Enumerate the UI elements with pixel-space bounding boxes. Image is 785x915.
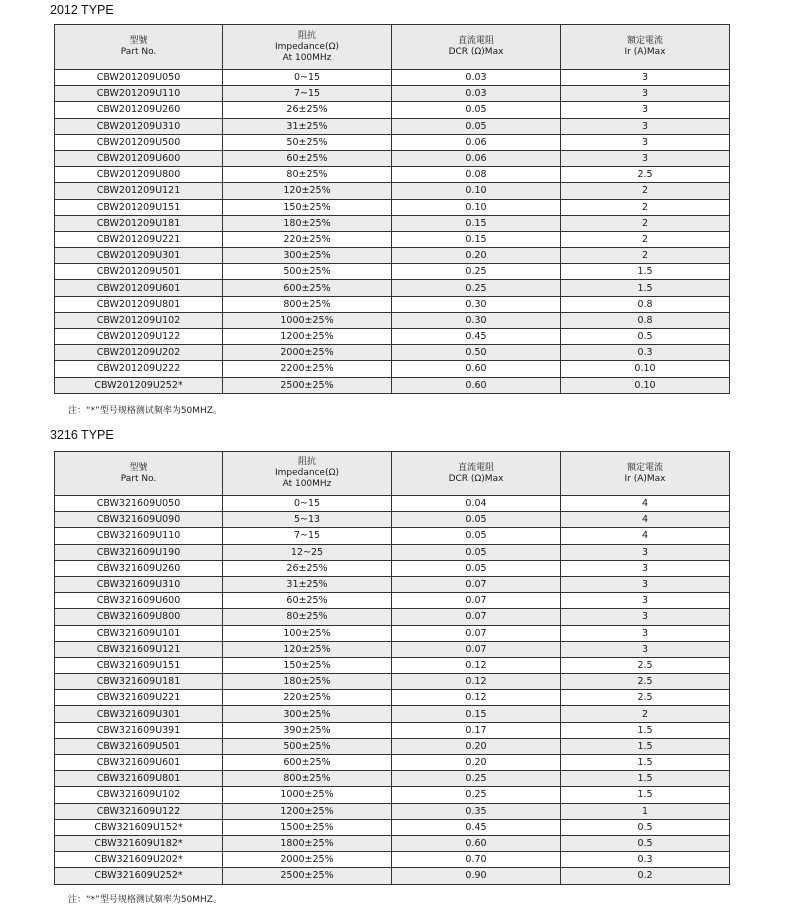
cell-rated-current: 3 <box>561 576 730 592</box>
cell-rated-current: 0.5 <box>561 835 730 851</box>
table-row <box>55 738 730 754</box>
cell-part-number: CBW201209U151 <box>55 199 223 215</box>
column-header-part-number <box>55 452 223 496</box>
cell-impedance: 150±25% <box>223 199 392 215</box>
footnote-2012: 注：“*”型号规格测试频率为50MHZ。 <box>68 406 222 416</box>
cell-dcr: 0.20 <box>392 755 561 771</box>
cell-dcr: 0.50 <box>392 345 561 361</box>
cell-part-number: CBW201209U222 <box>55 361 223 377</box>
cell-dcr: 0.05 <box>392 102 561 118</box>
section-title-3216: 3216 TYPE <box>50 428 114 442</box>
column-header-line: DCR (Ω)Max <box>448 47 504 57</box>
table-row <box>55 361 730 377</box>
cell-part-number: CBW201209U110 <box>55 86 223 102</box>
column-header-line: 阻抗 <box>297 30 316 41</box>
cell-rated-current: 0.5 <box>561 329 730 345</box>
cell-part-number: CBW201209U601 <box>55 280 223 296</box>
cell-part-number: CBW321609U391 <box>55 722 223 738</box>
cell-rated-current: 3 <box>561 118 730 134</box>
table-row <box>55 150 730 166</box>
column-header-rated-current <box>561 25 730 70</box>
cell-dcr: 0.05 <box>392 512 561 528</box>
table-row <box>55 183 730 199</box>
cell-part-number: CBW321609U190 <box>55 544 223 560</box>
cell-part-number: CBW321609U601 <box>55 755 223 771</box>
cell-dcr: 0.12 <box>392 690 561 706</box>
spec-table-2012 <box>54 24 730 394</box>
cell-impedance: 180±25% <box>223 674 392 690</box>
cell-dcr: 0.45 <box>392 819 561 835</box>
table-row <box>55 528 730 544</box>
cell-part-number: CBW321609U252* <box>55 868 223 884</box>
cell-part-number: CBW201209U252* <box>55 377 223 393</box>
column-header-line: Impedance(Ω) <box>275 468 339 478</box>
cell-dcr: 0.25 <box>392 264 561 280</box>
cell-dcr: 0.15 <box>392 706 561 722</box>
cell-part-number: CBW201209U121 <box>55 183 223 199</box>
cell-rated-current: 4 <box>561 512 730 528</box>
cell-impedance: 220±25% <box>223 231 392 247</box>
column-header-line: Part No. <box>120 473 157 484</box>
cell-impedance: 26±25% <box>223 102 392 118</box>
cell-part-number: CBW321609U122 <box>55 803 223 819</box>
cell-impedance: 60±25% <box>223 593 392 609</box>
cell-impedance: 7~15 <box>223 528 392 544</box>
cell-rated-current: 3 <box>561 593 730 609</box>
footnote-3216: 注：“*”型号规格测试频率为50MHZ。 <box>68 895 222 905</box>
cell-part-number: CBW321609U202* <box>55 852 223 868</box>
cell-impedance: 31±25% <box>223 118 392 134</box>
table-row <box>55 377 730 393</box>
cell-impedance: 600±25% <box>223 280 392 296</box>
cell-dcr: 0.12 <box>392 657 561 673</box>
table-row <box>55 496 730 512</box>
column-header-impedance <box>223 25 392 70</box>
cell-part-number: CBW201209U181 <box>55 215 223 231</box>
table-row <box>55 167 730 183</box>
cell-rated-current: 1.5 <box>561 738 730 754</box>
cell-rated-current: 3 <box>561 609 730 625</box>
column-header-line: At 100MHz <box>282 52 332 63</box>
cell-rated-current: 2 <box>561 183 730 199</box>
cell-rated-current: 2 <box>561 248 730 264</box>
cell-impedance: 60±25% <box>223 150 392 166</box>
table-row <box>55 134 730 150</box>
table-row <box>55 706 730 722</box>
cell-rated-current: 0.10 <box>561 377 730 393</box>
cell-impedance: 500±25% <box>223 264 392 280</box>
cell-rated-current: 0.3 <box>561 345 730 361</box>
cell-impedance: 150±25% <box>223 657 392 673</box>
cell-dcr: 0.60 <box>392 361 561 377</box>
cell-rated-current: 0.5 <box>561 819 730 835</box>
column-header-line: 型號 <box>129 36 148 46</box>
table-row <box>55 345 730 361</box>
cell-part-number: CBW321609U600 <box>55 593 223 609</box>
table-row <box>55 215 730 231</box>
cell-dcr: 0.70 <box>392 852 561 868</box>
cell-part-number: CBW201209U202 <box>55 345 223 361</box>
cell-part-number: CBW201209U600 <box>55 150 223 166</box>
cell-dcr: 0.05 <box>392 118 561 134</box>
cell-impedance: 800±25% <box>223 296 392 312</box>
cell-part-number: CBW321609U800 <box>55 609 223 625</box>
column-header-line: 直流電阻 <box>457 462 494 473</box>
column-header-line: DCR (Ω)Max <box>448 473 504 484</box>
cell-impedance: 1800±25% <box>223 835 392 851</box>
cell-rated-current: 3 <box>561 102 730 118</box>
cell-rated-current: 3 <box>561 625 730 641</box>
column-header-line: Impedance(Ω) <box>275 41 339 52</box>
cell-impedance: 300±25% <box>223 248 392 264</box>
cell-part-number: CBW321609U301 <box>55 706 223 722</box>
cell-rated-current: 4 <box>561 496 730 512</box>
table-row <box>55 280 730 296</box>
cell-part-number: CBW201209U122 <box>55 329 223 345</box>
column-header-dcr <box>392 25 561 70</box>
table-row <box>55 657 730 673</box>
table-row <box>55 70 730 86</box>
cell-dcr: 0.06 <box>392 134 561 150</box>
table-row <box>55 544 730 560</box>
column-header-line: 阻抗 <box>297 457 316 467</box>
cell-dcr: 0.04 <box>392 496 561 512</box>
cell-impedance: 7~15 <box>223 86 392 102</box>
column-header-line: Ir (A)Max <box>624 47 666 57</box>
table-row <box>55 787 730 803</box>
cell-rated-current: 2.5 <box>561 657 730 673</box>
cell-impedance: 500±25% <box>223 738 392 754</box>
cell-dcr: 0.03 <box>392 86 561 102</box>
cell-part-number: CBW201209U301 <box>55 248 223 264</box>
cell-part-number: CBW321609U310 <box>55 576 223 592</box>
table-row <box>55 560 730 576</box>
cell-dcr: 0.05 <box>392 560 561 576</box>
table-row <box>55 835 730 851</box>
table-row <box>55 641 730 657</box>
cell-dcr: 0.15 <box>392 231 561 247</box>
cell-impedance: 300±25% <box>223 706 392 722</box>
cell-rated-current: 2.5 <box>561 690 730 706</box>
cell-part-number: CBW321609U102 <box>55 787 223 803</box>
cell-impedance: 80±25% <box>223 167 392 183</box>
cell-part-number: CBW321609U501 <box>55 738 223 754</box>
column-header-impedance <box>223 452 392 496</box>
table-row <box>55 819 730 835</box>
cell-part-number: CBW201209U050 <box>55 70 223 86</box>
cell-rated-current: 2.5 <box>561 167 730 183</box>
cell-rated-current: 2 <box>561 231 730 247</box>
cell-impedance: 2200±25% <box>223 361 392 377</box>
cell-dcr: 0.60 <box>392 377 561 393</box>
cell-impedance: 0~15 <box>223 496 392 512</box>
spec-table-3216 <box>54 451 730 885</box>
cell-rated-current: 2 <box>561 706 730 722</box>
cell-dcr: 0.07 <box>392 641 561 657</box>
table-row <box>55 690 730 706</box>
table-row <box>55 102 730 118</box>
cell-impedance: 31±25% <box>223 576 392 592</box>
cell-rated-current: 1.5 <box>561 280 730 296</box>
table-row <box>55 248 730 264</box>
cell-part-number: CBW321609U121 <box>55 641 223 657</box>
column-header-line: 額定電流 <box>626 36 663 46</box>
cell-dcr: 0.25 <box>392 787 561 803</box>
table-header-row <box>55 25 730 70</box>
column-header-line: At 100MHz <box>282 479 332 489</box>
table-row <box>55 118 730 134</box>
cell-dcr: 0.08 <box>392 167 561 183</box>
cell-impedance: 180±25% <box>223 215 392 231</box>
table-row <box>55 264 730 280</box>
cell-part-number: CBW321609U152* <box>55 819 223 835</box>
cell-dcr: 0.05 <box>392 544 561 560</box>
cell-rated-current: 0.3 <box>561 852 730 868</box>
cell-part-number: CBW201209U260 <box>55 102 223 118</box>
cell-rated-current: 1 <box>561 803 730 819</box>
cell-part-number: CBW321609U182* <box>55 835 223 851</box>
cell-part-number: CBW201209U501 <box>55 264 223 280</box>
cell-dcr: 0.25 <box>392 771 561 787</box>
cell-dcr: 0.07 <box>392 576 561 592</box>
cell-rated-current: 2 <box>561 215 730 231</box>
cell-dcr: 0.10 <box>392 199 561 215</box>
cell-rated-current: 2.5 <box>561 674 730 690</box>
cell-rated-current: 1.5 <box>561 771 730 787</box>
cell-dcr: 0.17 <box>392 722 561 738</box>
cell-part-number: CBW321609U801 <box>55 771 223 787</box>
cell-rated-current: 1.5 <box>561 722 730 738</box>
column-header-dcr <box>392 452 561 496</box>
cell-part-number: CBW201209U102 <box>55 312 223 328</box>
table-row <box>55 771 730 787</box>
table-header-row <box>55 452 730 496</box>
cell-impedance: 26±25% <box>223 560 392 576</box>
cell-part-number: CBW321609U181 <box>55 674 223 690</box>
cell-impedance: 0~15 <box>223 70 392 86</box>
table-row <box>55 231 730 247</box>
cell-part-number: CBW201209U801 <box>55 296 223 312</box>
cell-rated-current: 0.8 <box>561 312 730 328</box>
cell-part-number: CBW321609U090 <box>55 512 223 528</box>
cell-dcr: 0.30 <box>392 296 561 312</box>
cell-impedance: 12~25 <box>223 544 392 560</box>
cell-dcr: 0.20 <box>392 738 561 754</box>
table-row <box>55 625 730 641</box>
cell-impedance: 2000±25% <box>223 852 392 868</box>
cell-impedance: 2500±25% <box>223 868 392 884</box>
cell-rated-current: 3 <box>561 86 730 102</box>
cell-dcr: 0.35 <box>392 803 561 819</box>
cell-dcr: 0.60 <box>392 835 561 851</box>
cell-dcr: 0.05 <box>392 528 561 544</box>
cell-dcr: 0.07 <box>392 625 561 641</box>
cell-part-number: CBW321609U110 <box>55 528 223 544</box>
cell-impedance: 390±25% <box>223 722 392 738</box>
cell-dcr: 0.90 <box>392 868 561 884</box>
cell-part-number: CBW201209U221 <box>55 231 223 247</box>
cell-dcr: 0.20 <box>392 248 561 264</box>
cell-dcr: 0.45 <box>392 329 561 345</box>
cell-rated-current: 3 <box>561 134 730 150</box>
cell-dcr: 0.06 <box>392 150 561 166</box>
cell-rated-current: 3 <box>561 70 730 86</box>
table-row <box>55 593 730 609</box>
cell-dcr: 0.15 <box>392 215 561 231</box>
table-row <box>55 329 730 345</box>
cell-impedance: 5~13 <box>223 512 392 528</box>
cell-rated-current: 3 <box>561 150 730 166</box>
table-row <box>55 722 730 738</box>
cell-impedance: 1500±25% <box>223 819 392 835</box>
cell-dcr: 0.10 <box>392 183 561 199</box>
table-row <box>55 512 730 528</box>
table-row <box>55 199 730 215</box>
table-row <box>55 312 730 328</box>
column-header-line: Part No. <box>120 47 157 57</box>
cell-rated-current: 3 <box>561 641 730 657</box>
section-title-2012: 2012 TYPE <box>50 3 114 17</box>
cell-impedance: 1000±25% <box>223 312 392 328</box>
table-row <box>55 296 730 312</box>
cell-rated-current: 0.2 <box>561 868 730 884</box>
cell-impedance: 1200±25% <box>223 803 392 819</box>
cell-part-number: CBW201209U500 <box>55 134 223 150</box>
cell-part-number: CBW321609U151 <box>55 657 223 673</box>
cell-rated-current: 3 <box>561 560 730 576</box>
cell-impedance: 2500±25% <box>223 377 392 393</box>
cell-part-number: CBW321609U101 <box>55 625 223 641</box>
table-row <box>55 576 730 592</box>
cell-impedance: 100±25% <box>223 625 392 641</box>
cell-rated-current: 0.10 <box>561 361 730 377</box>
table-row <box>55 755 730 771</box>
cell-rated-current: 0.8 <box>561 296 730 312</box>
cell-rated-current: 1.5 <box>561 787 730 803</box>
cell-impedance: 120±25% <box>223 183 392 199</box>
cell-rated-current: 4 <box>561 528 730 544</box>
cell-impedance: 600±25% <box>223 755 392 771</box>
cell-impedance: 1000±25% <box>223 787 392 803</box>
cell-impedance: 800±25% <box>223 771 392 787</box>
table-row <box>55 852 730 868</box>
cell-dcr: 0.07 <box>392 593 561 609</box>
column-header-part-number <box>55 25 223 70</box>
table-row <box>55 86 730 102</box>
cell-part-number: CBW201209U800 <box>55 167 223 183</box>
column-header-line: 直流電阻 <box>457 36 494 46</box>
cell-rated-current: 2 <box>561 199 730 215</box>
table-row <box>55 674 730 690</box>
table-row <box>55 609 730 625</box>
cell-part-number: CBW321609U221 <box>55 690 223 706</box>
cell-part-number: CBW201209U310 <box>55 118 223 134</box>
cell-dcr: 0.03 <box>392 70 561 86</box>
cell-rated-current: 3 <box>561 544 730 560</box>
cell-part-number: CBW321609U050 <box>55 496 223 512</box>
cell-rated-current: 1.5 <box>561 755 730 771</box>
cell-dcr: 0.07 <box>392 609 561 625</box>
column-header-line: 型號 <box>129 462 148 473</box>
cell-impedance: 120±25% <box>223 641 392 657</box>
cell-rated-current: 1.5 <box>561 264 730 280</box>
cell-impedance: 80±25% <box>223 609 392 625</box>
column-header-line: 額定電流 <box>626 462 663 473</box>
table-row <box>55 803 730 819</box>
cell-dcr: 0.12 <box>392 674 561 690</box>
cell-impedance: 1200±25% <box>223 329 392 345</box>
cell-dcr: 0.25 <box>392 280 561 296</box>
cell-dcr: 0.30 <box>392 312 561 328</box>
cell-impedance: 2000±25% <box>223 345 392 361</box>
cell-part-number: CBW321609U260 <box>55 560 223 576</box>
cell-impedance: 50±25% <box>223 134 392 150</box>
column-header-rated-current <box>561 452 730 496</box>
cell-impedance: 220±25% <box>223 690 392 706</box>
table-row <box>55 868 730 884</box>
column-header-line: Ir (A)Max <box>624 473 666 484</box>
